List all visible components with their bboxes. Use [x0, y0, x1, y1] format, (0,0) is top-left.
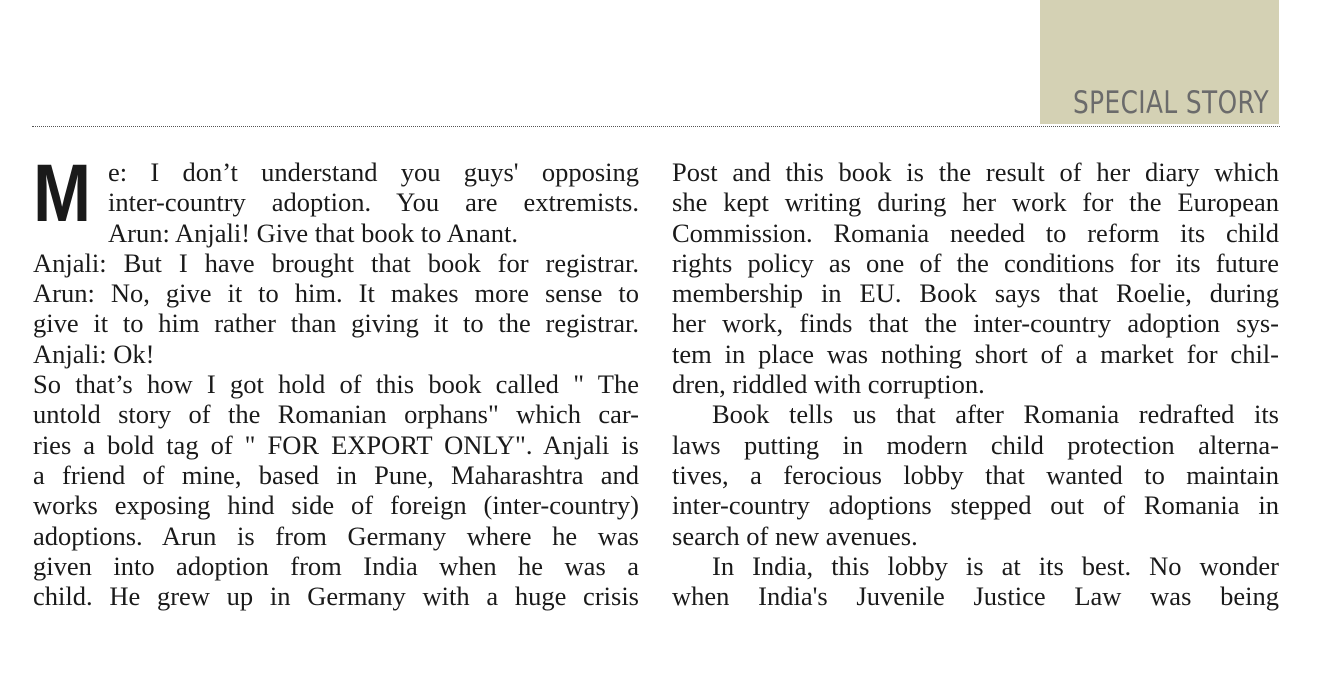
text-line: her work, finds that the inter-country adoption sys- — [672, 308, 1279, 339]
text-line: e: I don’t understand you guys' opposing — [108, 157, 639, 187]
text-line: tives, a ferocious lobby that wanted to maintain — [672, 459, 1279, 490]
text-line: works exposing hind side of foreign (inter-country) — [33, 490, 639, 521]
text-line: laws putting in modern child protection alterna- — [672, 429, 1279, 460]
drop-cap: M — [33, 148, 92, 239]
section-header-tab — [1040, 0, 1279, 124]
text-line: Commission. Romania needed to reform its child — [672, 217, 1279, 248]
text-line: tem in place was nothing short of a market for chil- — [672, 338, 1279, 369]
text-line: dren, riddled with corruption. — [672, 369, 985, 400]
article-column-right — [672, 157, 1279, 611]
text-line: search of new avenues. — [672, 520, 918, 551]
text-line: Arun: Anjali! Give that book to Anant. — [108, 217, 518, 248]
text-line: she kept writing during her work for the European — [672, 187, 1279, 218]
text-line: So that’s how I got hold of this book called " The — [33, 369, 639, 400]
text-line: inter-country adoptions stepped out of Romania in — [672, 490, 1279, 521]
text-line: Arun: No, give it to him. It makes more sense to — [33, 278, 639, 309]
header-divider — [32, 126, 1280, 127]
article-column-left — [33, 148, 639, 612]
text-line: ries a bold tag of " FOR EXPORT ONLY". Anjali is — [33, 429, 639, 460]
text-line: a friend of mine, based in Pune, Maharashtra and — [33, 459, 639, 490]
text-line: inter-country adoption. You are extremists. — [108, 187, 639, 218]
text-line: In India, this lobby is at its best. No wonder — [712, 550, 1279, 581]
text-line: rights policy as one of the conditions for its future — [672, 247, 1279, 278]
text-line: child. He grew up in Germany with a huge crisis — [33, 581, 639, 612]
text-line: when India's Juvenile Justice Law was being — [672, 581, 1279, 612]
text-line: membership in EU. Book says that Roelie, during — [672, 278, 1279, 309]
text-line: Book tells us that after Romania redrafted its — [712, 399, 1279, 430]
text-line: adoptions. Arun is from Germany where he was — [33, 520, 639, 551]
text-line: Anjali: But I have brought that book for registrar. — [33, 247, 639, 278]
text-line: untold story of the Romanian orphans" which car- — [33, 399, 639, 430]
text-line: give it to him rather than giving it to the registrar. — [33, 308, 639, 339]
text-line: Post and this book is the result of her diary which — [672, 157, 1279, 187]
text-line: Anjali: Ok! — [33, 338, 155, 369]
text-line: given into adoption from India when he was a — [33, 550, 639, 581]
section-label: SPECIAL STORY — [1072, 85, 1269, 121]
